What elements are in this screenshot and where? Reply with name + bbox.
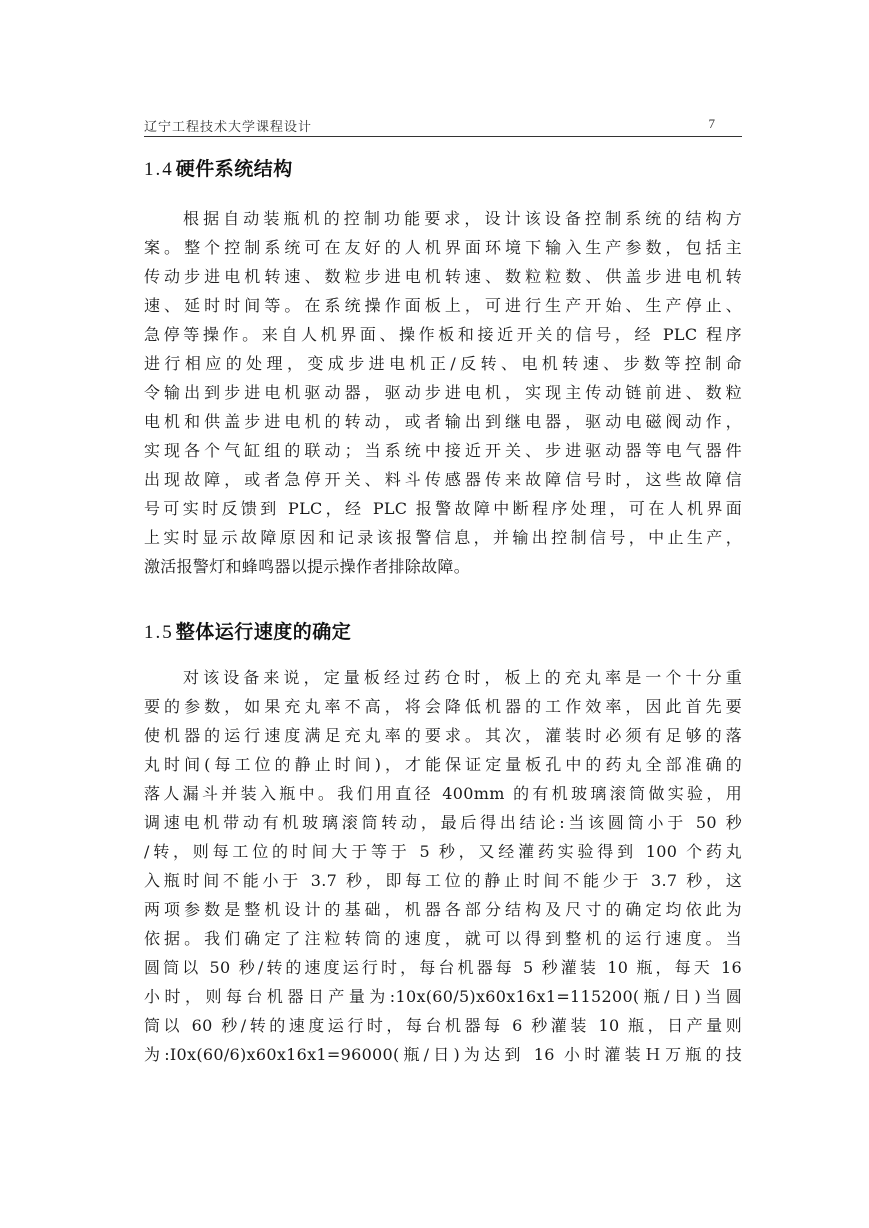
- page-header: [144, 114, 742, 137]
- text-line: 急停等操作。来自人机界面、操作板和接近开关的信号，经 PLC 程序: [144, 325, 742, 344]
- text-line: 对该设备来说，定量板经过药仓时，板上的充丸率是一个十分重: [183, 668, 742, 687]
- page-number: 7: [708, 116, 716, 131]
- text-line: 根据自动装瓶机的控制功能要求，设计该设备控制系统的结构方: [183, 209, 742, 228]
- text-line: 号可实时反馈到 PLC，经 PLC 报警故障中断程序处理，可在人机界面: [144, 499, 742, 518]
- text-line: 依据。我们确定了注粒转筒的速度，就可以得到整机的运行速度。当: [144, 929, 742, 948]
- text-line: 电机和供盖步进电机的转动，或者输出到继电器，驱动电磁阀动作，: [144, 412, 742, 431]
- text-line: 速、延时时间等。在系统操作面板上，可进行生产开始、生产停止、: [144, 296, 742, 315]
- text-line: 案。整个控制系统可在友好的人机界面环境下输入生产参数，包括主: [144, 238, 742, 257]
- section-title: 硬件系统结构: [175, 158, 293, 180]
- text-line: 为:I0x(60/6)x60x16x1=96000(瓶/日)为达到 16 小时灌装Ｈ万瓶的技: [144, 1045, 742, 1064]
- text-line: 要的参数，如果充丸率不高，将会降低机器的工作效率，因此首先要: [144, 697, 742, 716]
- text-line: 入瓶时间不能小于 3.7 秒，即每工位的静止时间不能少于 3.7 秒，这: [144, 871, 742, 890]
- text-line: 上实时显示故障原因和记录该报警信息，并输出控制信号，中止生产，: [144, 528, 742, 547]
- paragraph-overall-speed: [144, 663, 742, 1069]
- text-line: 传动步进电机转速、数粒步进电机转速、数粒粒数、供盖步进电机转: [144, 267, 742, 286]
- text-line: 令输出到步进电机驱动器，驱动步进电机，实现主传动链前进、数粒: [144, 383, 742, 402]
- paragraph-hardware-structure: [144, 204, 742, 581]
- text-line: 使机器的运行速度满足充丸率的要求。其次，灌装时必须有足够的落: [144, 726, 742, 745]
- text-line: 两项参数是整机设计的基础，机器各部分结构及尺寸的确定均依此为: [144, 900, 742, 919]
- text-line: 筒以 60 秒/转的速度运行时，每台机器每 6 秒灌装 10 瓶，日产量则: [144, 1016, 742, 1035]
- text-line: 实现各个气缸组的联动；当系统中接近开关、步进驱动器等电气器件: [144, 441, 742, 460]
- section-number: 1.5: [144, 622, 174, 643]
- text-line: 丸时间(每工位的静止时间)，才能保证定量板孔中的药丸全部准确的: [144, 755, 742, 774]
- text-line: 圆筒以 50 秒/转的速度运行时，每台机器每 5 秒灌装 10 瓶，每天 16: [144, 958, 742, 977]
- section-number: 1.4: [144, 159, 174, 180]
- section-heading-hardware-structure: [144, 154, 293, 181]
- text-line: 进行相应的处理，变成步进电机正/反转、电机转速、步数等控制命: [144, 354, 742, 373]
- text-line: 小时，则每台机器日产量为:10x(60/5)x60x16x1=115200(瓶/日)当圆: [144, 987, 742, 1006]
- section-title: 整体运行速度的确定: [175, 621, 352, 643]
- section-heading-overall-speed: [144, 617, 351, 644]
- text-line: 激活报警灯和蜂鸣器以提示操作者排除故障。: [144, 557, 471, 576]
- text-line: /转，则每工位的时间大于等于 5 秒，又经灌药实验得到 100 个药丸: [144, 842, 742, 861]
- header-title: 辽宁工程技术大学课程设计: [144, 120, 313, 135]
- text-line: 出现故障，或者急停开关、料斗传感器传来故障信号时，这些故障信: [144, 470, 742, 489]
- text-line: 调速电机带动有机玻璃滚筒转动，最后得出结论:当该圆筒小于 50 秒: [144, 813, 742, 832]
- text-line: 落人漏斗并装入瓶中。我们用直径 400mm 的有机玻璃滚筒做实验，用: [144, 784, 742, 803]
